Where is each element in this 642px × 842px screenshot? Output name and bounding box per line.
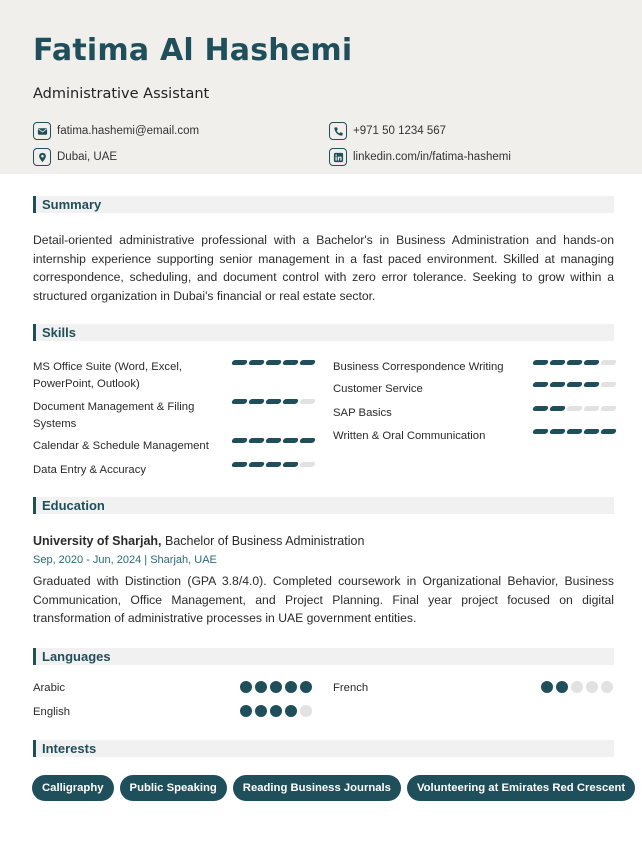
skill-rating-bar [533, 406, 616, 411]
education-heading [33, 497, 614, 514]
rating-segment [299, 462, 316, 467]
rating-segment [248, 399, 265, 404]
rating-segment [282, 360, 299, 365]
rating-segment [282, 462, 299, 467]
degree-name: Bachelor of Business Administration [161, 534, 365, 548]
rating-dot [571, 681, 583, 693]
contact-location [33, 148, 117, 166]
rating-segment [549, 382, 566, 387]
rating-segment [265, 399, 282, 404]
interests-heading-label: Interests [42, 741, 97, 756]
rating-segment [231, 399, 248, 404]
rating-segment [532, 360, 549, 365]
interest-tag: Volunteering at Emirates Red Crescent [407, 775, 635, 801]
skill-label: Document Management & Filing Systems [33, 401, 195, 430]
rating-segment [600, 429, 617, 434]
rating-dot [255, 705, 267, 717]
skill-label: Written & Oral Communication [333, 430, 486, 442]
rating-segment [566, 406, 583, 411]
location-pin-icon [33, 148, 51, 166]
skill-label: Customer Service [333, 383, 423, 395]
languages-heading-label: Languages [42, 649, 111, 664]
skill-rating-bar [232, 399, 315, 404]
education-description: Graduated with Distinction (GPA 3.8/4.0). Completed coursework in Organizational Behavior, Business Communication, Office Management, and Project Planning. Final year project focused on digital transformation of administrative processes in UAE government entities. [33, 574, 614, 625]
summary-text: Detail-oriented administrative professional with a Bachelor's in Business Administration and hands-on internship experience supporting senior management in a fast paced environment. Skilled at managing correspondence, scheduling, and document control with zero error tolerance. Seeking to grow within a structured organization in Dubai's financial or real estate sector. [33, 233, 614, 303]
rating-segment [549, 429, 566, 434]
rating-segment [299, 360, 316, 365]
rating-segment [583, 360, 600, 365]
skill-rating-bar [533, 360, 616, 365]
rating-segment [231, 360, 248, 365]
rating-dot [285, 681, 297, 693]
language-label: Arabic [33, 682, 66, 694]
education-school-line [33, 534, 364, 548]
rating-segment [248, 360, 265, 365]
rating-segment [549, 406, 566, 411]
rating-segment [583, 382, 600, 387]
rating-segment [600, 406, 617, 411]
rating-dot [240, 705, 252, 717]
summary-heading-label: Summary [42, 197, 102, 212]
education-heading-label: Education [42, 498, 105, 513]
rating-segment [532, 429, 549, 434]
interest-tag: Reading Business Journals [233, 775, 401, 801]
rating-dot [270, 681, 282, 693]
interest-tag: Calligraphy [32, 775, 114, 801]
skills-heading-label: Skills [42, 325, 76, 340]
school-name: University of Sharjah, [33, 534, 162, 548]
skill-label: Data Entry & Accuracy [33, 464, 147, 476]
rating-dot [270, 705, 282, 717]
rating-segment [282, 399, 299, 404]
rating-segment [549, 360, 566, 365]
interests-list [32, 775, 635, 801]
contact-email[interactable] [33, 122, 199, 140]
languages-heading [33, 648, 614, 665]
rating-dot [586, 681, 598, 693]
resume-header [0, 0, 642, 174]
rating-dot [285, 705, 297, 717]
rating-segment [265, 360, 282, 365]
language-label: French [333, 682, 369, 694]
education-dates-location: Sep, 2020 - Jun, 2024 | Sharjah, UAE [33, 554, 217, 566]
phone-icon [329, 122, 347, 140]
contact-phone[interactable] [329, 122, 446, 140]
rating-segment [566, 429, 583, 434]
envelope-icon [33, 122, 51, 140]
language-rating-dots [240, 681, 312, 693]
rating-dot [300, 681, 312, 693]
phone-text: +971 50 1234 567 [353, 125, 447, 137]
rating-segment [299, 399, 316, 404]
candidate-name: Fatima Al Hashemi [33, 33, 353, 68]
language-rating-dots [240, 705, 312, 717]
rating-segment [231, 462, 248, 467]
skills-heading [33, 324, 614, 341]
summary-heading [33, 196, 614, 213]
rating-segment [299, 438, 316, 443]
rating-segment [532, 406, 549, 411]
rating-segment [566, 382, 583, 387]
location-text: Dubai, UAE [57, 151, 118, 163]
job-title: Administrative Assistant [33, 86, 210, 102]
interests-heading [33, 740, 614, 757]
rating-segment [265, 438, 282, 443]
rating-segment [282, 438, 299, 443]
rating-dot [541, 681, 553, 693]
language-label: English [33, 706, 71, 718]
rating-segment [600, 360, 617, 365]
rating-segment [231, 438, 248, 443]
rating-segment [532, 382, 549, 387]
skill-label: SAP Basics [333, 407, 392, 419]
rating-dot [255, 681, 267, 693]
rating-segment [248, 438, 265, 443]
contact-linkedin[interactable] [329, 148, 511, 166]
linkedin-icon [329, 148, 347, 166]
linkedin-text: linkedin.com/in/fatima-hashemi [353, 151, 511, 163]
interest-tag: Public Speaking [120, 775, 227, 801]
skill-rating-bar [232, 360, 315, 365]
skill-rating-bar [232, 438, 315, 443]
skill-rating-bar [533, 429, 616, 434]
rating-dot [300, 705, 312, 717]
rating-segment [600, 382, 617, 387]
rating-segment [583, 429, 600, 434]
skill-label: Business Correspondence Writing [333, 361, 504, 373]
skill-label: MS Office Suite (Word, Excel, PowerPoint, Outlook) [33, 361, 182, 390]
email-text: fatima.hashemi@email.com [57, 125, 200, 137]
rating-dot [601, 681, 613, 693]
language-rating-dots [541, 681, 613, 693]
skill-label: Calendar & Schedule Management [33, 440, 209, 452]
rating-dot [240, 681, 252, 693]
rating-segment [566, 360, 583, 365]
rating-segment [583, 406, 600, 411]
rating-dot [556, 681, 568, 693]
skill-rating-bar [232, 462, 315, 467]
rating-segment [265, 462, 282, 467]
skill-rating-bar [533, 382, 616, 387]
rating-segment [248, 462, 265, 467]
